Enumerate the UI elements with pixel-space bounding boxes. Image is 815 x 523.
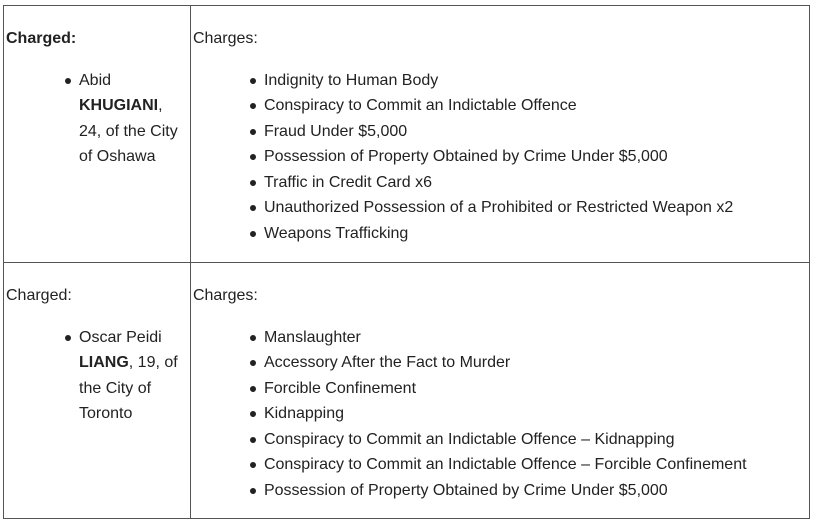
charges-list: [193, 68, 809, 247]
charged-person: [79, 325, 186, 427]
charge-item: Forcible Confinement: [264, 376, 809, 402]
charge-item: Weapons Trafficking: [264, 221, 809, 247]
charges-heading: Charges:: [192, 30, 258, 47]
charged-heading: Charged:: [6, 30, 77, 47]
charges-list: [193, 325, 809, 504]
charge-item: Fraud Under $5,000: [264, 119, 809, 145]
charges-table: [3, 5, 810, 519]
person-first-name: Abid: [79, 71, 112, 89]
record-row: [4, 263, 810, 519]
charge-item: Kidnapping: [264, 401, 809, 427]
charge-item: Possession of Property Obtained by Crime Under $5,000: [264, 144, 809, 170]
person-details: , 24, of the City of Oshawa: [79, 97, 178, 165]
charges-heading: Charges:: [192, 287, 258, 304]
charge-item: Possession of Property Obtained by Crime Under $5,000: [264, 478, 809, 504]
charge-item: Traffic in Credit Card x6: [264, 170, 809, 196]
charge-item: Unauthorized Possession of a Prohibited or Restricted Weapon x2: [264, 195, 809, 221]
person-details: , 19, of the City of Toronto: [79, 354, 178, 422]
person-first-name: Oscar Peidi: [79, 328, 162, 346]
charge-item: Conspiracy to Commit an Indictable Offence – Forcible Confinement: [264, 452, 809, 478]
charged-heading: Charged:: [6, 287, 72, 304]
charged-cell: [4, 6, 191, 263]
record-row: [4, 6, 810, 263]
charge-item: Indignity to Human Body: [264, 68, 809, 94]
charged-person: [79, 68, 186, 170]
charge-item: Manslaughter: [264, 325, 809, 351]
charges-cell: [190, 263, 809, 519]
charges-cell: [190, 6, 809, 263]
charge-item: Conspiracy to Commit an Indictable Offence: [264, 93, 809, 119]
charged-cell: [4, 263, 191, 519]
charged-person-list: [6, 68, 190, 170]
charged-person-list: [6, 325, 190, 427]
person-surname: KHUGIANI: [79, 97, 159, 114]
charge-item: Conspiracy to Commit an Indictable Offence – Kidnapping: [264, 427, 809, 453]
charge-item: Accessory After the Fact to Murder: [264, 350, 809, 376]
person-surname: LIANG: [79, 354, 129, 371]
